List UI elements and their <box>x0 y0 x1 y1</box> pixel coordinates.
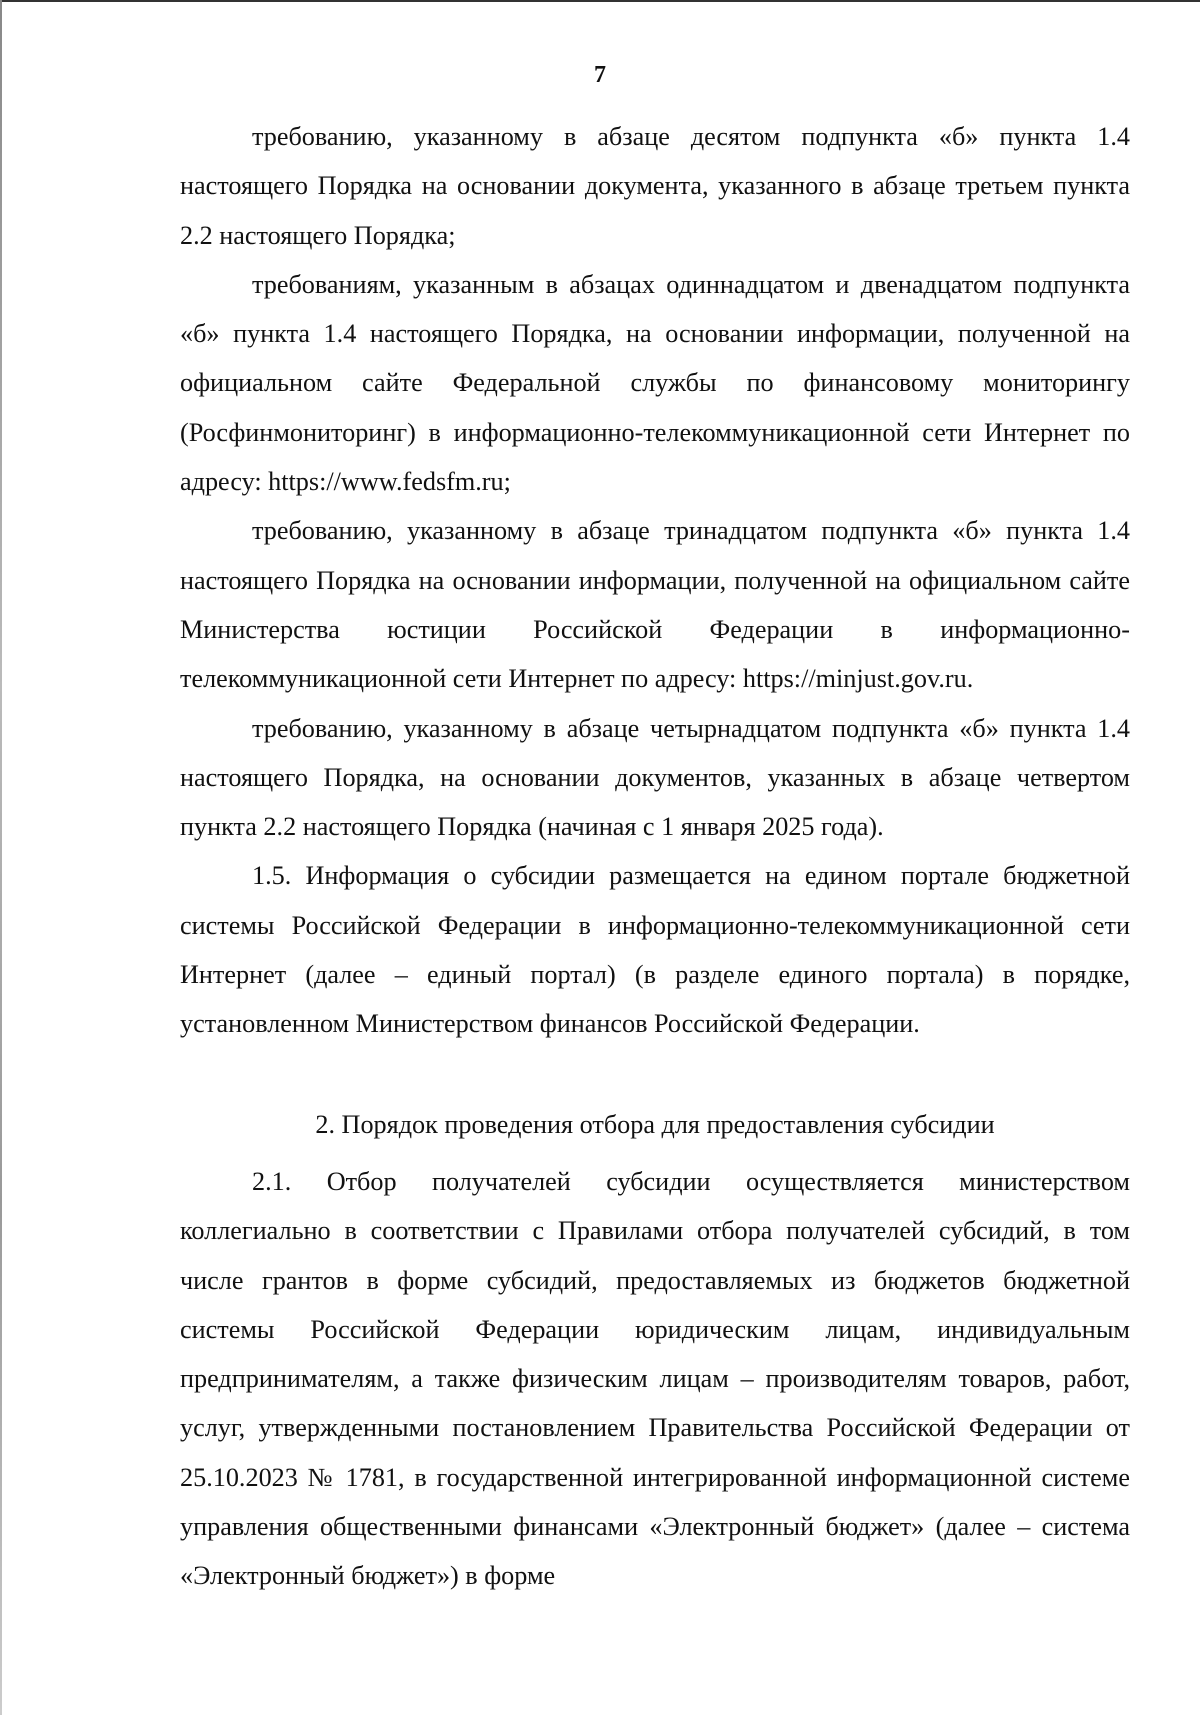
paragraph-requirement-13: требованию, указанному в абзаце тринадцатом подпункта «б» пункта 1.4 настоящего Порядка на основании информации, полученной на официальном сайте Министерства юстиции Российской Федерации в информационно-телекоммуникационной сети Интернет по адресу: https://minjust.gov.ru. <box>180 516 1130 694</box>
scan-edge-left <box>0 0 2 1715</box>
paragraph-requirement-14: требованию, указанному в абзаце четырнадцатом подпункта «б» пункта 1.4 настоящего Порядка, на основании документов, указанных в абзаце четвертом пункта 2.2 настоящего Порядка (начиная с 1 января 2025 года). <box>180 713 1130 842</box>
section-heading: 2. Порядок проведения отбора для предоставления субсидии <box>315 1109 995 1139</box>
document-body <box>180 112 1130 1601</box>
paragraph-requirement-11-12: требованиям, указанным в абзацах одиннадцатом и двенадцатом подпункта «б» пункта 1.4 настоящего Порядка, на основании информации, полученной на официальном сайте Федеральной службы по финансовому мониторингу (Росфинмониторинг) в информационно-телекоммуникационной сети Интернет по адресу: https://www.fedsfm.ru; <box>180 269 1130 497</box>
scan-edge-top <box>0 0 1200 2</box>
paragraph-1-5-subsidy-info: 1.5. Информация о субсидии размещается на едином портале бюджетной системы Российской Федерации в информационно-телекоммуникационной сети Интернет (далее – единый портал) (в разделе единого портала) в порядке, установленном Министерством финансов Российской Федерации. <box>180 861 1130 1039</box>
paragraph-requirement-10: требованию, указанному в абзаце десятом подпункта «б» пункта 1.4 настоящего Порядка на основании документа, указанного в абзаце третьем пункта 2.2 настоящего Порядка; <box>180 122 1130 250</box>
paragraph-2-1-selection: 2.1. Отбор получателей субсидии осуществляется министерством коллегиально в соответствии с Правилами отбора получателей субсидий, в том числе грантов в форме субсидий, предоставляемых из бюджетов бюджетной системы Российской Федерации юридическим лицам, индивидуальным предпринимателям, а также физическим лицам – производителям товаров, работ, услуг, утвержденными постановлением Правительства Российской Федерации от 25.10.2023 № 1781, в государственной интегрированной информационной системе управления общественными финансами «Электронный бюджет» (далее – система «Электронный бюджет») в форме <box>180 1166 1130 1591</box>
page-number: 7 <box>594 62 606 88</box>
